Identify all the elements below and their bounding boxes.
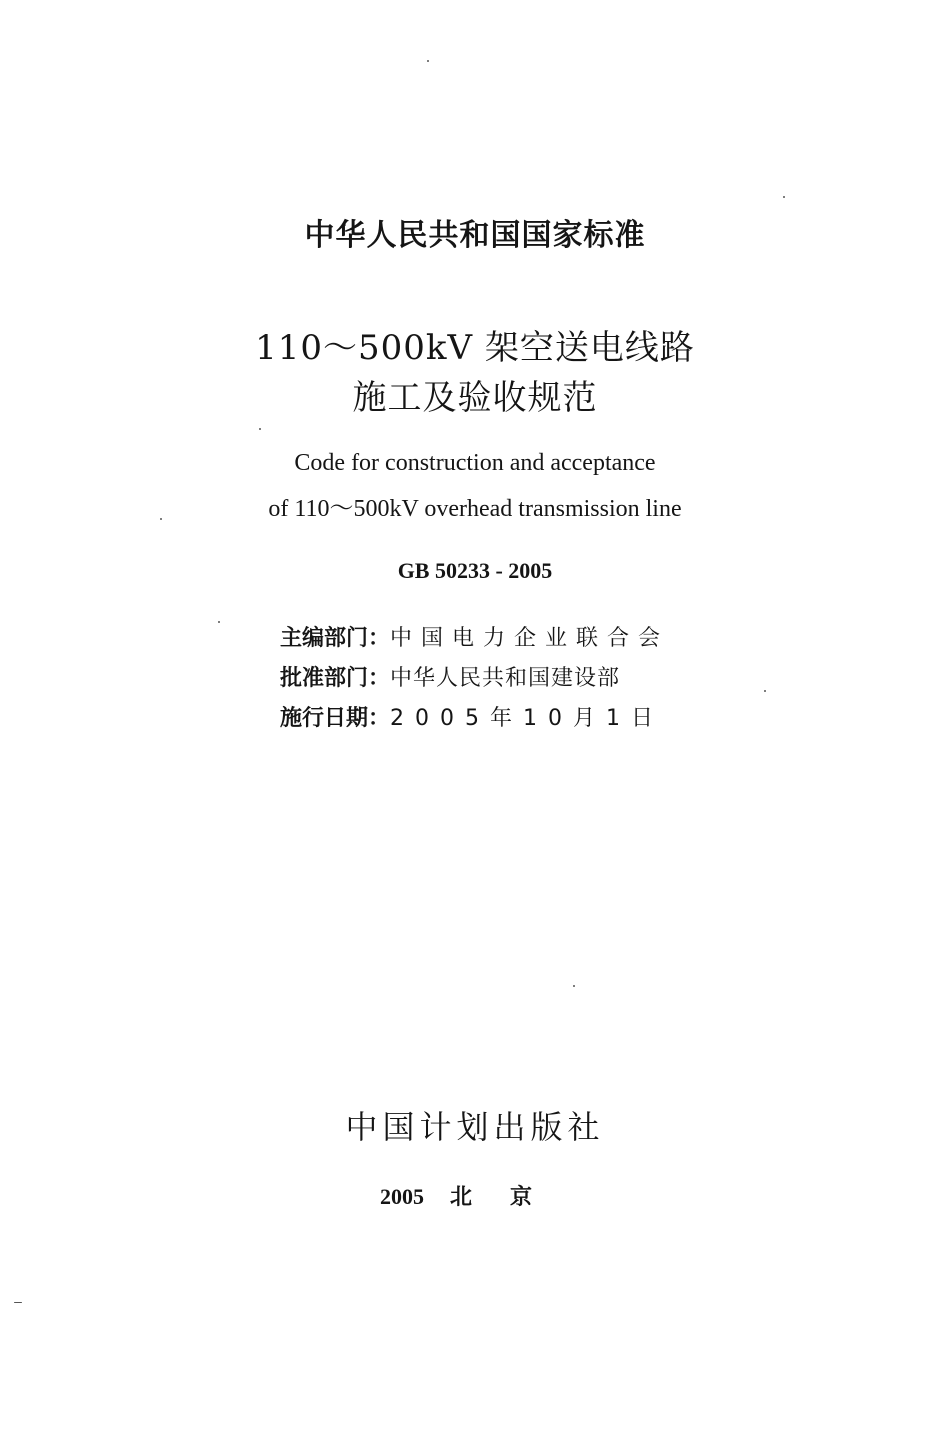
meta-label-approval: 批准部门： — [280, 666, 391, 691]
meta-value-chief-editor: 中国电力企业联合会 — [390, 626, 670, 651]
publication-city: 北京 — [449, 1185, 570, 1210]
scan-speck — [427, 60, 429, 62]
meta-value-effective-date: 2005年10月1日 — [390, 706, 664, 731]
publisher-name: 中国计划出版社 — [345, 1108, 605, 1146]
meta-row-chief-editor — [280, 622, 669, 662]
meta-info-block — [280, 622, 669, 742]
scan-speck — [160, 518, 162, 520]
chinese-title-line-2: 施工及验收规范 — [352, 378, 598, 418]
scan-speck — [218, 621, 220, 623]
scan-speck — [764, 690, 766, 692]
meta-label-effective-date: 施行日期： — [280, 706, 391, 731]
meta-row-approval — [280, 662, 669, 702]
standard-series-title: 中华人民共和国国家标准 — [304, 218, 646, 253]
english-title-line-1: Code for construction and acceptance — [294, 450, 656, 476]
meta-label-chief-editor: 主编部门： — [280, 626, 391, 651]
publication-line — [0, 1180, 950, 1211]
scan-speck — [14, 1302, 22, 1303]
scan-speck — [573, 985, 575, 987]
scan-speck — [783, 196, 785, 198]
meta-value-approval: 中华人民共和国建设部 — [390, 666, 621, 691]
publication-year: 2005 — [379, 1184, 424, 1209]
chinese-title-line-1: 110～500kV 架空送电线路 — [255, 328, 695, 368]
standard-number: GB 50233 - 2005 — [397, 558, 553, 583]
meta-row-effective-date — [280, 702, 669, 742]
scan-speck — [259, 428, 261, 430]
english-title-line-2: of 110～500kV overhead transmission line — [268, 496, 682, 522]
